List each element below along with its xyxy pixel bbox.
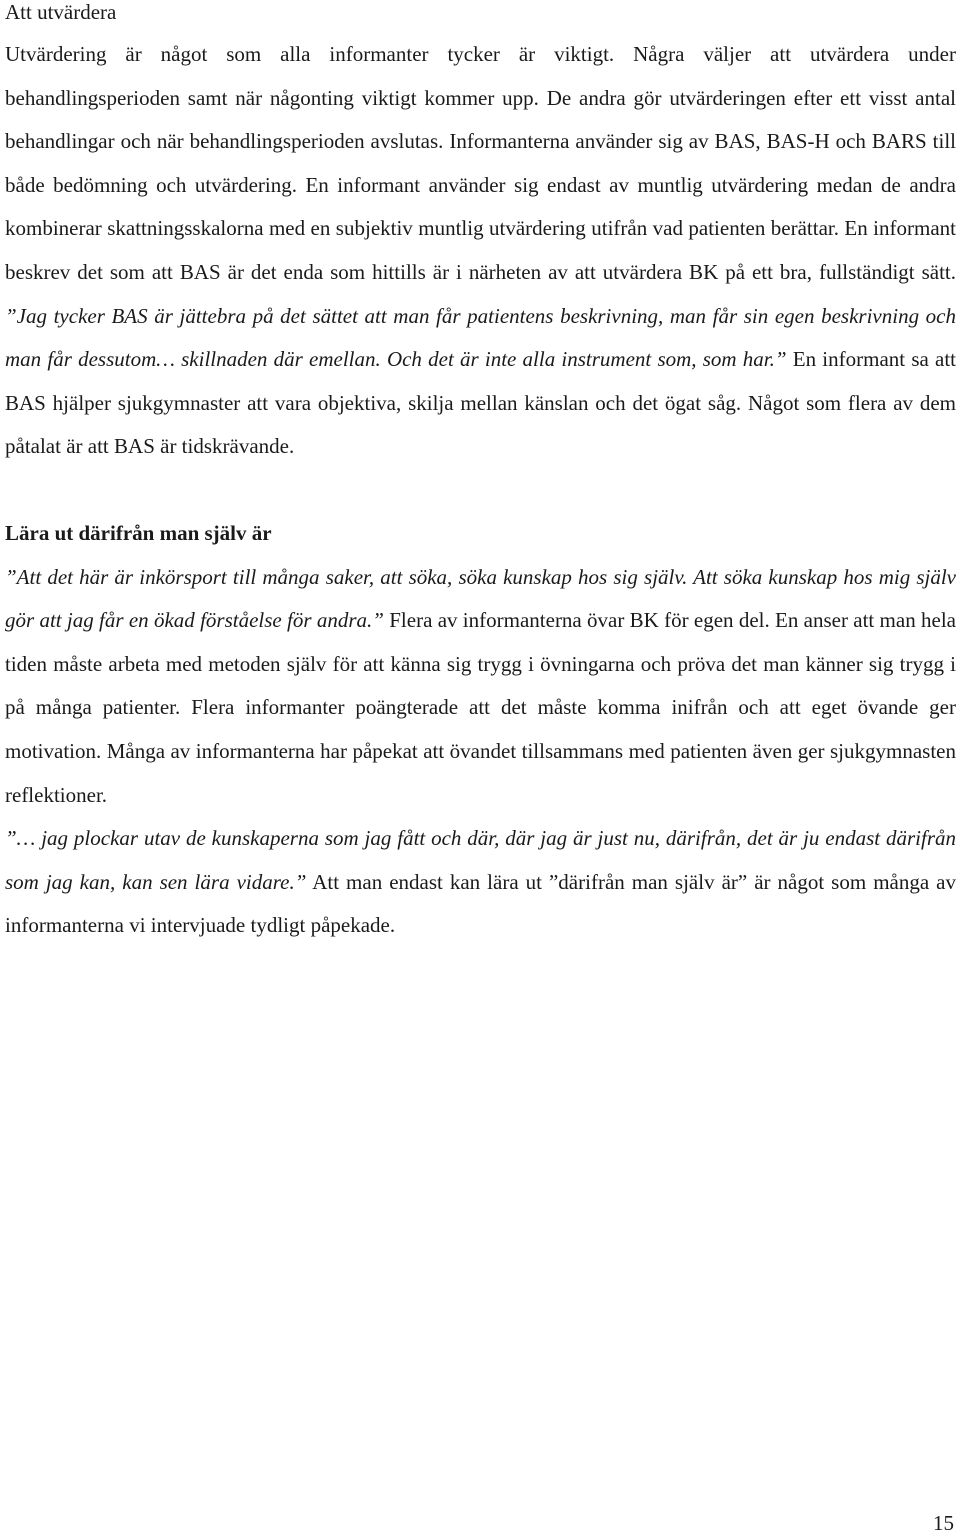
paragraph-text: Utvärdering är något som alla informanter tycker är viktigt. Några väljer att utvärdera under behandlingsperioden samt när någonting viktigt kommer upp. De andra gör utvärderingen efter ett visst antal behandlingar och när behandlingsperioden avslutas. Informanterna använder sig av BAS, BAS-H och BARS till både bedömning och utvärdering. En informant använder sig endast av muntlig utvärdering medan de andra kombinerar skattningsskalorna med en subjektiv muntlig utvärdering utifrån vad patienten berättar. En informant beskrev det som att BAS är det enda som hittills är i närheten av att utvärdera BK på ett bra, fullständigt sätt. [5,42,956,284]
informant-quote: ”Jag tycker BAS är jättebra på det sättet att man får patientens beskrivning, man får sin egen beskrivning och man får dessutom… skillnaden där emellan. Och det är inte alla instrument som, som har.” [5,303,956,372]
section-heading-att-utvardera: Att utvärdera [5,0,117,24]
informant-quote: ”… jag plockar utav de kunskaperna som jag fått och där, där jag är just nu, därifrån, det är ju endast därifrån som jag kan, kan sen lära vidare.” [5,826,956,894]
page-number: 15 [933,1511,954,1535]
paragraph-lara-ut [5,556,956,818]
paragraph-lara-vidare [5,817,956,948]
paragraph-text: Att man endast kan lära ut ”därifrån man själv är” är något som många av informanterna vi intervjuade tydligt påpekade. [5,869,956,938]
informant-quote: ”Att det här är inkörsport till många saker, att söka, söka kunskap hos sig själv. Att söka kunskap hos mig själv gör att jag får en ökad förståelse för andra.” [5,564,956,633]
paragraph-text: Flera av informanterna övar BK för egen del. En anser att man hela tiden måste arbeta med metoden själv för att känna sig trygg i övningarna och pröva det man känner sig trygg i på många patienter. Flera informanter poängterade att det måste komma inifrån och att eget övande ger motivation. Många av informanterna har påpekat att övandet tillsammans med patienten även ger sjukgymnasten reflektioner. [5,608,956,807]
paragraph-utvardering [5,33,956,469]
section-heading-lara-ut: Lära ut därifrån man själv är [5,520,272,545]
paragraph-text: En informant sa att BAS hjälper sjukgymnaster att vara objektiva, skilja mellan känslan och det ögat såg. Något som flera av dem påtalat är att BAS är tidskrävande. [5,347,957,459]
page-content [5,0,956,948]
